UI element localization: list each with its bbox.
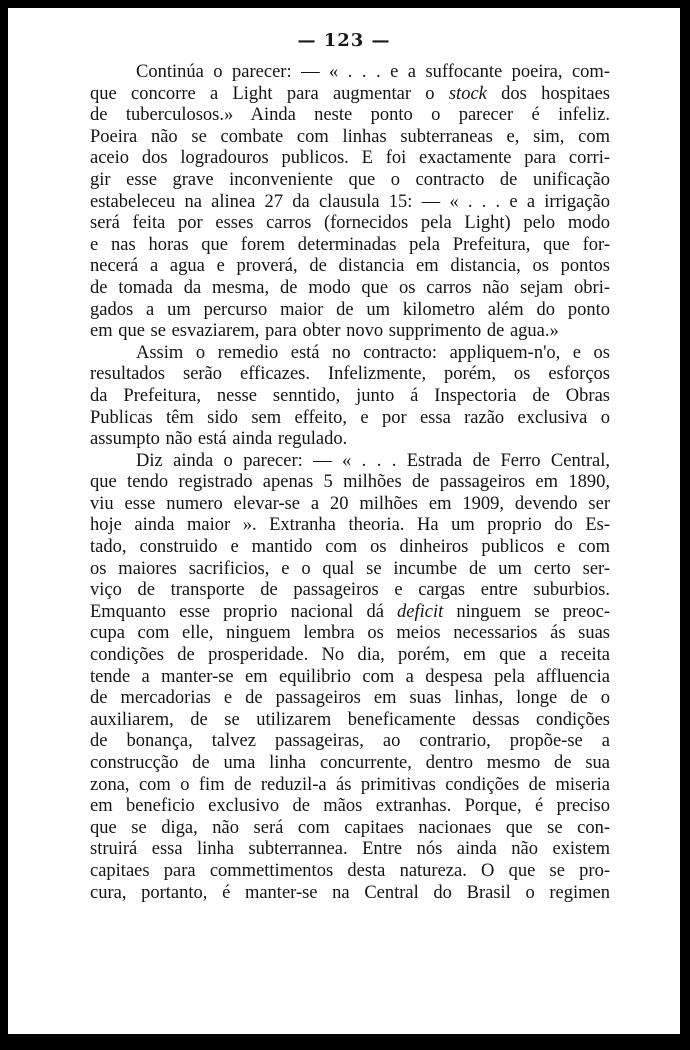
text-line: cupa com elle, ninguem lembra os meios necessarios ás suas xyxy=(90,623,610,644)
text-line: auxiliarem, de se utilizarem beneficamente dessas condições xyxy=(90,709,610,730)
text-line: Assim o remedio está no contracto: appliquem-n'o, e os xyxy=(136,342,610,363)
text-line: cura, portanto, é manter-se na Central do Brasil o regimen xyxy=(90,882,610,903)
text-line: de tomada da mesma, de modo que os carros não sejam obri- xyxy=(90,277,610,298)
text-line: e nas horas que forem determinadas pela Prefeitura, que for- xyxy=(90,234,610,255)
text-line: zona, com o fim de reduzil-a ás primitivas condições de miseria xyxy=(90,774,610,795)
text-line: Poeira não se combate com linhas subterraneas e, sim, com xyxy=(90,126,610,147)
document-page xyxy=(8,8,680,1034)
text-line: resultados serão efficazes. Infelizmente, porém, os esforços xyxy=(90,364,610,385)
text-line: da Prefeitura, nesse senntido, junto á Inspectoria de Obras xyxy=(90,385,610,406)
text-line: gados a um percurso maior de um kilometro além do ponto xyxy=(90,299,610,320)
text-line: os maiores sacrificios, e o qual se incumbe de um certo ser- xyxy=(90,558,610,579)
text-line: tado, construido e mantido com os dinheiros publicos e com xyxy=(90,537,610,558)
text-line: assumpto não está ainda regulado. xyxy=(90,429,348,450)
text-line: struirá essa linha subterrannea. Entre nós ainda não existem xyxy=(90,839,610,860)
text-line: estabeleceu na alinea 27 da clausula 15: — « . . . e a irrigação xyxy=(90,191,610,212)
italic-word: stock xyxy=(448,83,487,104)
text-line: em beneficio exclusivo de mãos extranhas. Porque, é preciso xyxy=(90,796,610,817)
page-number: — 123 — xyxy=(297,30,391,51)
text-line: Diz ainda o parecer: — « . . . Estrada de Ferro Central, xyxy=(136,450,610,471)
text-line: aceio dos logradouros publicos. E foi exactamente para corri- xyxy=(90,148,610,169)
text-line: tende a manter-se em equilibrio com a despesa pela affluencia xyxy=(90,666,610,687)
paragraph-2 xyxy=(90,343,610,451)
italic-word: deficit xyxy=(397,601,444,622)
text-line: Continúa o parecer: — « . . . e a suffocante poeira, com- xyxy=(136,62,610,82)
text-line: de mercadorias e de passageiros em suas linhas, longe de o xyxy=(90,688,610,709)
text-line: que se diga, não será com capitaes nacionaes que se con- xyxy=(90,817,610,838)
text-line: viu esse numero elevar-se a 20 milhões em 1909, devendo ser xyxy=(90,493,610,514)
text-line: construcção de uma linha concurrente, dentro mesmo de sua xyxy=(90,753,610,773)
text-line: Emquanto esse proprio nacional dá deficit ninguem se preoc- xyxy=(90,601,610,622)
text-line: Publicas têm sido sem effeito, e por essa razão exclusiva o xyxy=(90,407,610,428)
text-line: de bonança, talvez passageiras, ao contrario, propõe-se a xyxy=(90,731,610,752)
text-line: viço de transporte de passageiros e cargas entre suburbios. xyxy=(90,580,610,601)
text-line: de tuberculosos.» Ainda neste ponto o parecer é infeliz. xyxy=(90,105,610,126)
text-line: será feita por esses carros (fornecidos pela Light) pelo modo xyxy=(90,213,610,234)
text-line: necerá a agua e proverá, de distancia em distancia, os pontos xyxy=(90,256,610,277)
text-line: que concorre a Light para augmentar o stock dos hospitaes xyxy=(90,83,610,104)
body-text xyxy=(90,62,610,904)
text-line: hoje ainda maior ». Extranha theoria. Ha um proprio do Es- xyxy=(90,515,610,536)
text-line: gir esse grave inconveniente que o contracto de unificação xyxy=(90,169,610,190)
text-line: em que se esvaziarem, para obter novo supprimento de agua.» xyxy=(90,321,559,342)
paragraph-3 xyxy=(90,451,610,904)
text-line: capitaes para commettimentos desta natureza. O que se pro- xyxy=(90,860,610,881)
paragraph-1 xyxy=(90,62,610,343)
text-line: condições de prosperidade. No dia, porém, em que a receita xyxy=(90,645,610,666)
text-line: que tendo registrado apenas 5 milhões de passageiros em 1890, xyxy=(90,472,610,493)
